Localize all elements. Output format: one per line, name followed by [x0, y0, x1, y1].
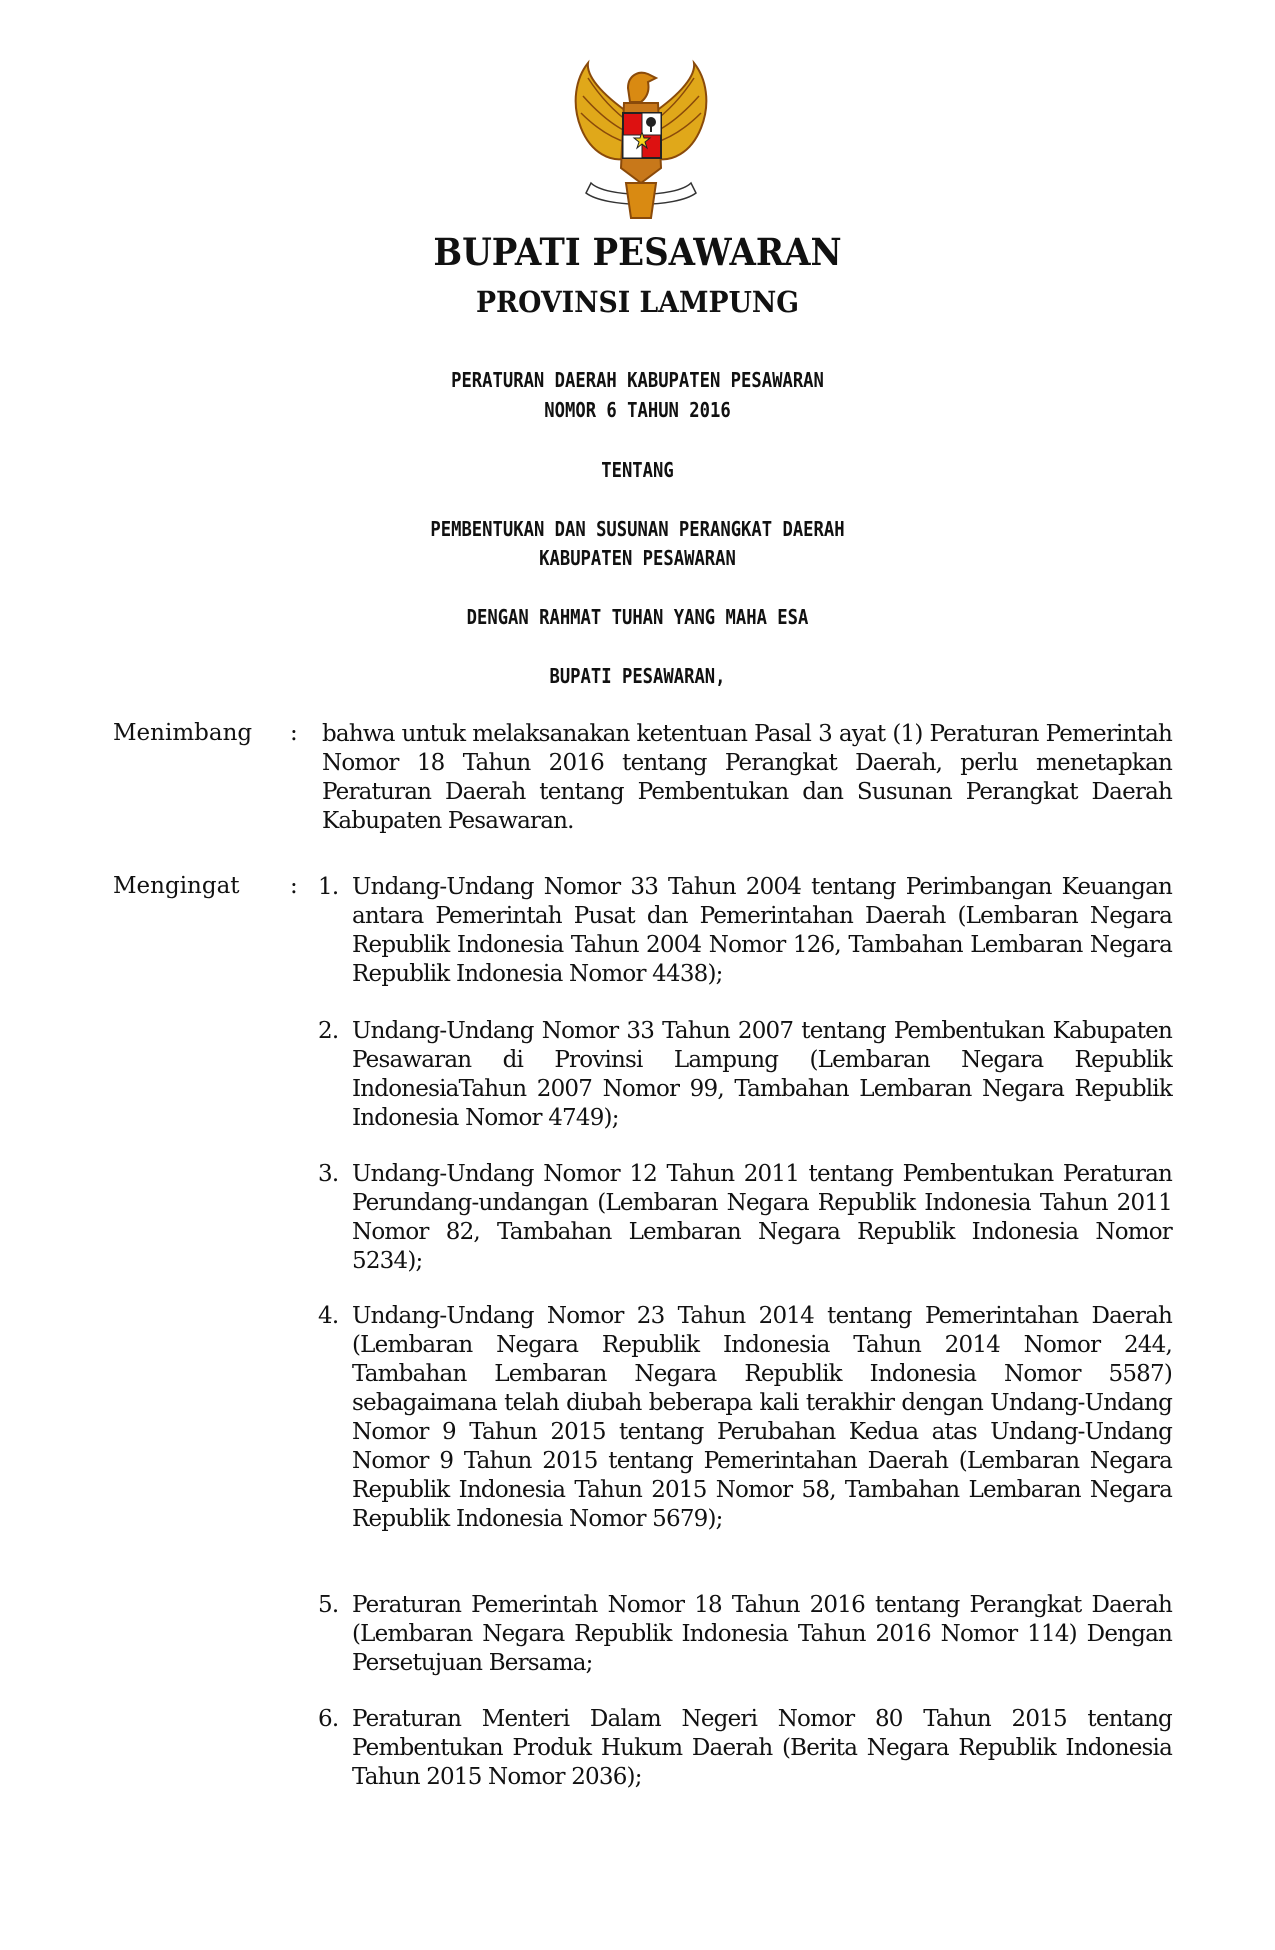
menimbang-text: bahwa untuk melaksanakan ketentuan Pasal 3 ayat (1) Peraturan Pemerintah Nomor 18 Tahun 2016 tentang Perangkat Daerah, perlu menetapkan Peraturan Daerah tentang Pembentukan dan Susunan Perangkat Daerah Kabupaten Pesawaran. [322, 721, 1172, 834]
item-text: Undang-Undang Nomor 33 Tahun 2004 tentang Perimbangan Keuangan antara Pemerintah Pusat dan Pemerintahan Daerah (Lembaran Negara Republik Indonesia Tahun 2004 Nomor 126, Tambahan Lembaran Negara Republik Indonesia Nomor 4438); [352, 874, 1172, 987]
item-number: 1. [318, 874, 339, 900]
mengingat-item [318, 1591, 1172, 1678]
regulation-line-1: PERATURAN DAERAH KABUPATEN PESAWARAN [451, 368, 824, 392]
mengingat-item [318, 873, 1172, 989]
subject-line-2: KABUPATEN PESAWARAN [539, 546, 736, 570]
item-number: 2. [318, 1018, 339, 1044]
mengingat-item [318, 1705, 1172, 1792]
item-text: Undang-Undang Nomor 23 Tahun 2014 tentang Pemerintahan Daerah (Lembaran Negara Republik Indonesia Tahun 2014 Nomor 244, Tambahan Lembaran Negara Republik Indonesia Nomor 5587) sebagaimana telah diubah beberapa kali terakhir dengan Undang-Undang Nomor 9 Tahun 2015 tentang Perubahan Kedua atas Undang-Undang Nomor 9 Tahun 2015 tentang Pemerintahan Daerah (Lembaran Negara Republik Indonesia Tahun 2015 Nomor 58, Tambahan Lembaran Negara Republik Indonesia Nomor 5679); [352, 1303, 1172, 1532]
mengingat-colon: : [290, 873, 298, 899]
issuer-line: BUPATI PESAWARAN, [549, 664, 726, 688]
item-text: Peraturan Menteri Dalam Negeri Nomor 80 Tahun 2015 tentang Pembentukan Produk Hukum Daerah (Berita Negara Republik Indonesia Tahun 2015 Nomor 2036); [352, 1706, 1172, 1790]
tentang-heading: TENTANG [601, 458, 674, 482]
mengingat-label: Mengingat [113, 873, 240, 899]
document-title: BUPATI PESAWARAN [433, 230, 842, 274]
mengingat-item [318, 1017, 1172, 1133]
regulation-line-2: NOMOR 6 TAHUN 2016 [544, 398, 731, 422]
menimbang-label: Menimbang [113, 720, 253, 746]
blessing-line: DENGAN RAHMAT TUHAN YANG MAHA ESA [466, 605, 809, 629]
item-text: Peraturan Pemerintah Nomor 18 Tahun 2016 tentang Perangkat Daerah (Lembaran Negara Republik Indonesia Tahun 2016 Nomor 114) Dengan Persetujuan Bersama; [352, 1592, 1172, 1676]
item-number: 6. [318, 1706, 339, 1732]
item-number: 4. [318, 1303, 339, 1329]
mengingat-item [318, 1160, 1172, 1276]
mengingat-item [318, 1302, 1172, 1534]
subject-line-1: PEMBENTUKAN DAN SUSUNAN PERANGKAT DAERAH [430, 517, 845, 541]
item-number: 5. [318, 1592, 339, 1618]
item-text: Undang-Undang Nomor 12 Tahun 2011 tentang Pembentukan Peraturan Perundang-undangan (Lembaran Negara Republik Indonesia Tahun 2011 Nomor 82, Tambahan Lembaran Negara Republik Indonesia Nomor 5234); [352, 1161, 1172, 1274]
item-number: 3. [318, 1161, 339, 1187]
item-text: Undang-Undang Nomor 33 Tahun 2007 tentang Pembentukan Kabupaten Pesawaran di Provinsi Lampung (Lembaran Negara Republik IndonesiaTahun 2007 Nomor 99, Tambahan Lembaran Negara Republik Indonesia Nomor 4749); [352, 1018, 1172, 1131]
garuda-pancasila-emblem-icon [566, 58, 716, 223]
document-subtitle: PROVINSI LAMPUNG [475, 285, 800, 319]
menimbang-colon: : [290, 720, 298, 746]
